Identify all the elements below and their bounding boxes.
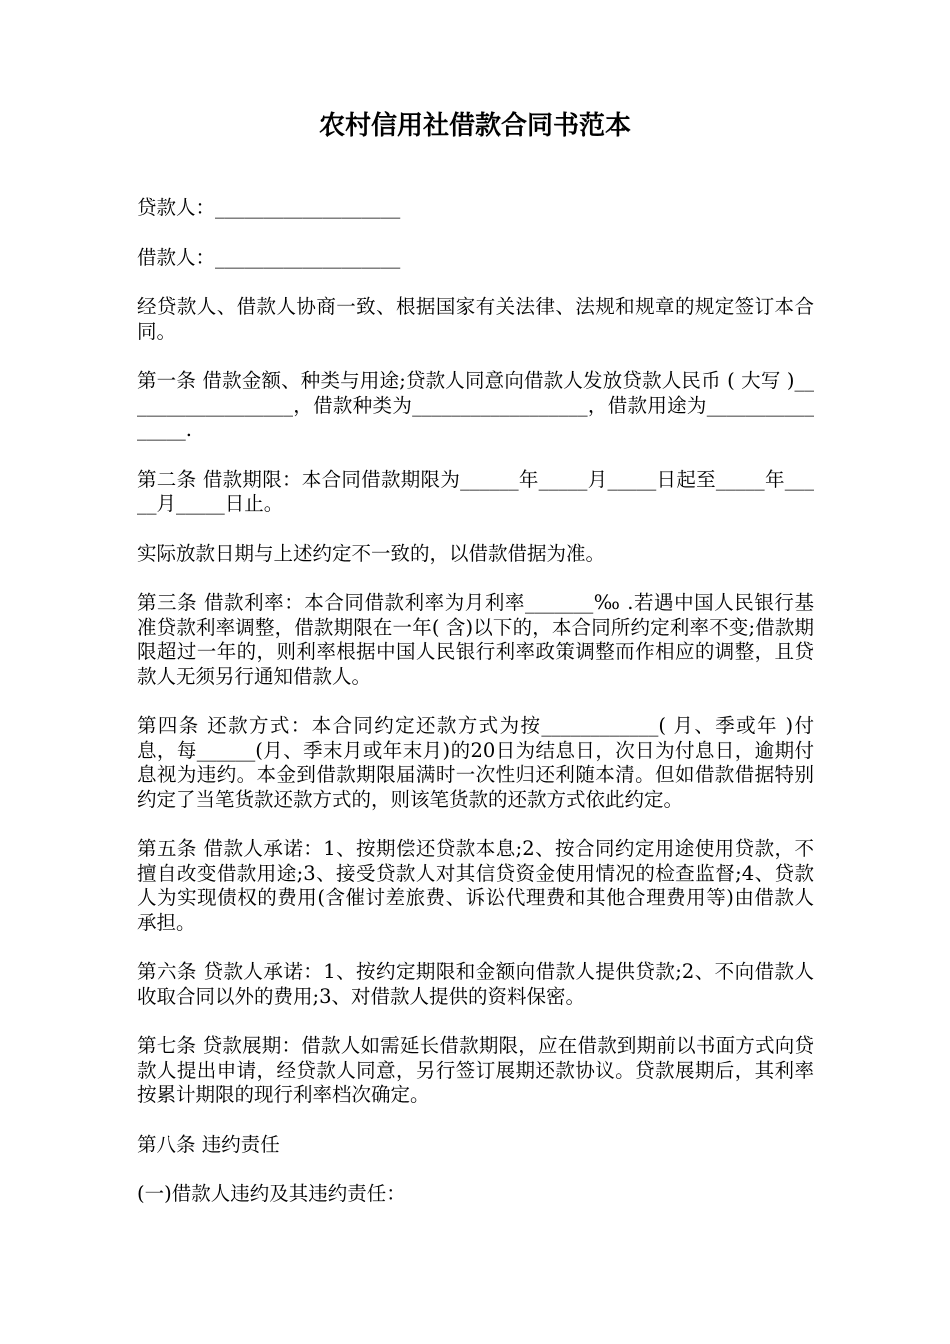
article-1-paragraph: 第一条 借款金额、种类与用途;贷款人同意向借款人发放贷款人民币 ( 大写 )__________________，借款种类为__________________，借款用途为________________. bbox=[137, 369, 814, 441]
document-body bbox=[137, 196, 814, 1232]
lender-line: 贷款人：___________________ bbox=[137, 196, 401, 219]
disbursement-note-paragraph: 实际放款日期与上述约定不一致的，以借款借据为准。 bbox=[137, 541, 606, 565]
borrower-line: 借款人：___________________ bbox=[137, 245, 401, 269]
article-7-paragraph: 第七条 贷款展期：借款人如需延长借款期限，应在借款到期前以书面方式向贷款人提出申请，经贷款人同意，另行签订展期还款协议。贷款展期后，其利率按累计期限的现行利率档次确定。 bbox=[137, 1034, 814, 1106]
article-8-heading: 第八条 违约责任 bbox=[137, 1132, 280, 1156]
article-8-item-1: (一)借款人违约及其违约责任： bbox=[137, 1182, 406, 1205]
article-5-paragraph: 第五条 借款人承诺：1、按期偿还贷款本息;2、按合同约定用途使用贷款，不擅自改变借款用途;3、接受贷款人对其信贷资金使用情况的检查监督;4、贷款人为实现债权的费用(含催讨差旅费、诉讼代理费和其他合理费用等)由借款人承担。 bbox=[137, 837, 814, 934]
document-title: 农村信用社借款合同书范本 bbox=[318, 111, 631, 141]
preamble-paragraph: 经贷款人、借款人协商一致、根据国家有关法律、法规和规章的规定签订本合同。 bbox=[137, 295, 814, 343]
article-4-paragraph: 第四条 还款方式：本合同约定还款方式为按____________( 月、季或年 )付息，每______(月、季末月或年末月)的20日为结息日，次日为付息日，逾期付息视为违约。本金到借款期限届满时一次性归还利随本清。但如借款借据特别约定了当笔货款还款方式的，则该笔货款的还款方式依此约定。 bbox=[137, 714, 814, 811]
article-6-paragraph: 第六条 贷款人承诺：1、按约定期限和金额向借款人提供贷款;2、不向借款人收取合同以外的费用;3、对借款人提供的资料保密。 bbox=[137, 960, 814, 1008]
article-3-paragraph: 第三条 借款利率：本合同借款利率为月利率_______‰ .若遇中国人民银行基准贷款利率调整，借款期限在一年( 含)以下的，本合同所约定利率不变;借款期限超过一年的，则利率根据中国人民银行利率政策调整而作相应的调整，且贷款人无须另行通知借款人。 bbox=[137, 591, 814, 688]
article-2-paragraph: 第二条 借款期限：本合同借款期限为______年_____月_____日起至_____年_____月_____日止。 bbox=[137, 467, 814, 515]
